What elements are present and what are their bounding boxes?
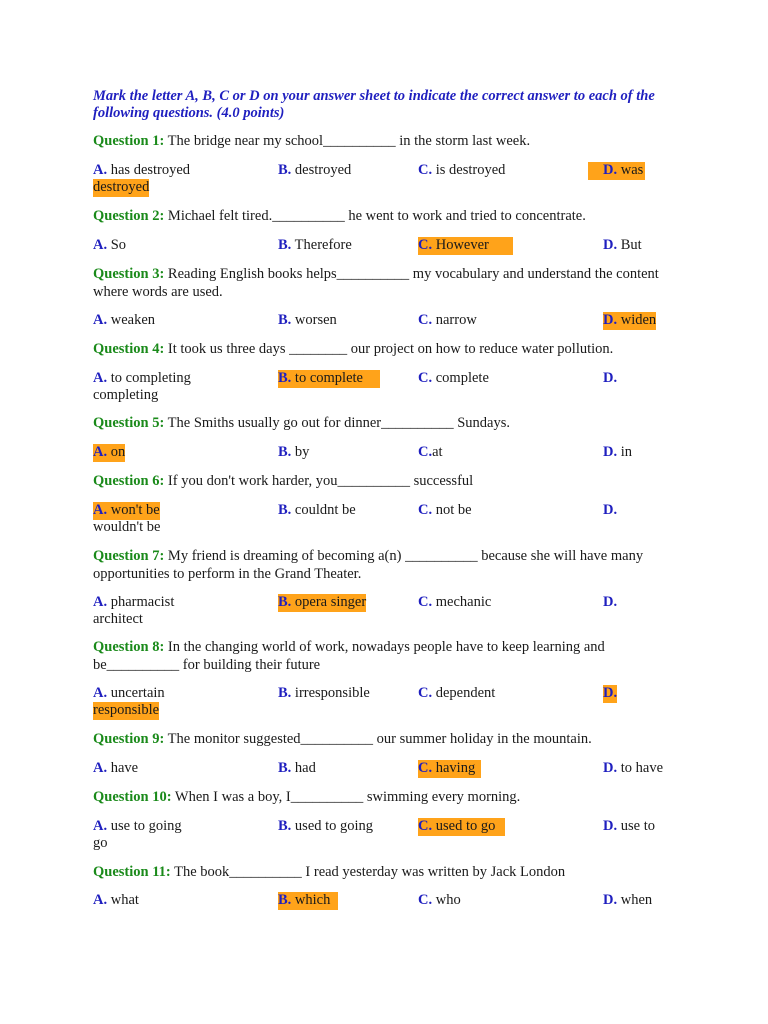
option-letter: B.: [278, 312, 292, 328]
option-text: to have: [617, 760, 664, 776]
option-text: use to: [617, 818, 655, 834]
question-3: [93, 266, 673, 301]
option-6c[interactable]: [418, 502, 472, 520]
option-letter: D.: [603, 760, 618, 776]
option-letter: C.: [418, 818, 433, 834]
option-2c[interactable]: [418, 237, 513, 255]
option-letter: B.: [278, 370, 292, 386]
option-text: So: [107, 237, 127, 253]
option-4a[interactable]: [93, 370, 191, 388]
option-2b[interactable]: [278, 237, 352, 255]
question-label: Question 4:: [93, 341, 165, 357]
option-letter: D.: [603, 312, 618, 328]
option-letter: B.: [278, 594, 292, 610]
option-letter: C.: [418, 502, 433, 518]
option-text: use to going: [107, 818, 182, 834]
question-9: [93, 731, 673, 749]
option-letter: A.: [93, 312, 108, 328]
option-1b[interactable]: [278, 162, 351, 180]
option-2d[interactable]: [603, 237, 642, 255]
option-text: on: [107, 444, 126, 460]
option-text: However: [432, 237, 489, 253]
option-4b[interactable]: [278, 370, 380, 388]
option-9d[interactable]: [603, 760, 663, 778]
option-10c[interactable]: [418, 818, 505, 836]
option-letter: C.: [418, 892, 433, 908]
option-text: in: [617, 444, 633, 460]
option-text: worsen: [291, 312, 337, 328]
option-11d[interactable]: [603, 892, 652, 910]
option-letter: D.: [603, 370, 618, 386]
option-text: complete: [432, 370, 489, 386]
option-text: used to going: [291, 818, 374, 834]
option-text: used to go: [432, 818, 496, 834]
option-letter: D.: [603, 502, 618, 518]
question-4: [93, 341, 673, 359]
question-label: Question 5:: [93, 415, 165, 431]
option-9c[interactable]: [418, 760, 481, 778]
option-letter: A.: [93, 237, 108, 253]
option-2a[interactable]: [93, 237, 126, 255]
option-text: having: [432, 760, 476, 776]
option-letter: C.: [418, 237, 433, 253]
option-letter: A.: [93, 594, 108, 610]
question-5: [93, 415, 673, 433]
question-text: My friend is dreaming of becoming a(n) __________ because she will have many opportunities to perform in the Grand Theater.: [93, 548, 644, 582]
option-letter: D.: [603, 162, 618, 178]
option-text: not be: [432, 502, 472, 518]
question-2: [93, 208, 673, 226]
option-6d[interactable]: [603, 502, 617, 520]
option-text: mechanic: [432, 594, 492, 610]
option-text: opera singer: [291, 594, 367, 610]
option-letter: C.: [418, 594, 433, 610]
question-label: Question 8:: [93, 639, 165, 655]
option-letter: A.: [93, 370, 108, 386]
question-11: [93, 864, 673, 882]
option-8d[interactable]: [603, 685, 617, 703]
option-text: has destroyed: [107, 162, 191, 178]
option-4d[interactable]: [603, 370, 617, 388]
option-text: couldnt be: [291, 502, 356, 518]
option-1d-overflow[interactable]: destroyed: [93, 179, 150, 195]
option-text: was: [617, 162, 644, 178]
question-label: Question 6:: [93, 473, 165, 489]
option-text: dependent: [432, 685, 496, 701]
option-letter: D.: [603, 237, 618, 253]
option-letter: A.: [93, 685, 108, 701]
option-1d[interactable]: [588, 162, 645, 180]
question-text: It took us three days ________ our project on how to reduce water pollution.: [164, 341, 614, 357]
option-7a[interactable]: [93, 594, 174, 612]
option-text: who: [432, 892, 461, 908]
option-text: But: [617, 237, 642, 253]
option-7d[interactable]: [603, 594, 617, 612]
question-label: Question 3:: [93, 266, 165, 282]
option-letter: B.: [278, 685, 292, 701]
option-1a[interactable]: [93, 162, 190, 180]
option-letter: A.: [93, 760, 108, 776]
option-text: widen: [617, 312, 657, 328]
option-letter: B.: [278, 892, 292, 908]
option-text: to complete: [291, 370, 363, 386]
option-11b[interactable]: [278, 892, 338, 910]
option-6a[interactable]: [93, 502, 160, 520]
option-letter: D.: [603, 594, 618, 610]
option-5c[interactable]: [418, 444, 443, 462]
option-4d-overflow[interactable]: completing: [93, 387, 159, 403]
option-letter: C.: [418, 370, 433, 386]
option-text: when: [617, 892, 653, 908]
option-7d-overflow[interactable]: architect: [93, 611, 143, 627]
question-text: The monitor suggested__________ our summer holiday in the mountain.: [164, 731, 592, 747]
option-letter: C.: [418, 760, 433, 776]
option-11a[interactable]: [93, 892, 139, 910]
question-text: The book__________ I read yesterday was written by Jack London: [170, 864, 566, 880]
option-text: is destroyed: [432, 162, 506, 178]
option-letter: C.: [418, 444, 433, 460]
option-letter: D.: [603, 444, 618, 460]
option-6b[interactable]: [278, 502, 356, 520]
option-7c[interactable]: [418, 594, 491, 612]
option-letter: B.: [278, 502, 292, 518]
option-text: had: [291, 760, 316, 776]
option-letter: D.: [603, 892, 618, 908]
question-10: [93, 789, 673, 807]
question-label: Question 11:: [93, 864, 171, 880]
option-text: have: [107, 760, 139, 776]
option-10d-overflow[interactable]: go: [93, 835, 108, 851]
option-letter: A.: [93, 502, 108, 518]
option-letter: B.: [278, 818, 292, 834]
question-label: Question 2:: [93, 208, 165, 224]
question-1: [93, 133, 673, 151]
option-letter: B.: [278, 162, 292, 178]
option-letter: C.: [418, 685, 433, 701]
option-1c[interactable]: [418, 162, 505, 180]
option-text: which: [291, 892, 331, 908]
option-10b[interactable]: [278, 818, 373, 836]
option-8b[interactable]: [278, 685, 370, 703]
option-3a[interactable]: [93, 312, 155, 330]
option-text: by: [291, 444, 310, 460]
option-4c[interactable]: [418, 370, 489, 388]
option-10d[interactable]: [603, 818, 655, 836]
question-text: The bridge near my school__________ in the storm last week.: [164, 133, 531, 149]
option-text: destroyed: [291, 162, 352, 178]
question-text: When I was a boy, I__________ swimming every morning.: [171, 789, 521, 805]
option-8c[interactable]: [418, 685, 495, 703]
option-text: weaken: [107, 312, 156, 328]
question-text: Reading English books helps__________ my vocabulary and understand the content where words are used.: [93, 266, 659, 300]
question-text: In the changing world of work, nowadays people have to keep learning and be__________ for building their future: [93, 639, 605, 673]
instructions: Mark the letter A, B, C or D on your answer sheet to indicate the correct answer to each of the following questions. (4.0 points): [93, 88, 655, 121]
option-text: what: [107, 892, 139, 908]
option-text: Therefore: [291, 237, 352, 253]
option-letter: C.: [418, 162, 433, 178]
option-11c[interactable]: [418, 892, 461, 910]
option-letter: D.: [603, 685, 618, 701]
option-letter: A.: [93, 444, 108, 460]
option-3b[interactable]: [278, 312, 337, 330]
option-letter: C.: [418, 312, 433, 328]
option-8d-overflow[interactable]: responsible: [93, 702, 160, 718]
option-3c[interactable]: [418, 312, 477, 330]
option-5b[interactable]: [278, 444, 309, 462]
option-text: uncertain: [107, 685, 165, 701]
option-letter: A.: [93, 892, 108, 908]
option-letter: B.: [278, 760, 292, 776]
question-label: Question 1:: [93, 133, 165, 149]
option-letter: A.: [93, 818, 108, 834]
question-6: [93, 473, 673, 491]
question-7: [93, 548, 673, 583]
option-9a[interactable]: [93, 760, 138, 778]
question-text: If you don't work harder, you__________ successful: [164, 473, 474, 489]
option-5a[interactable]: [93, 444, 125, 462]
option-text: narrow: [432, 312, 477, 328]
option-10a[interactable]: [93, 818, 182, 836]
option-3d[interactable]: [603, 312, 656, 330]
option-5d[interactable]: [603, 444, 632, 462]
option-letter: A.: [93, 162, 108, 178]
question-text: Michael felt tired.__________ he went to work and tried to concentrate.: [164, 208, 586, 224]
option-text: to completing: [107, 370, 191, 386]
option-text: at: [432, 444, 443, 460]
question-8: [93, 639, 673, 674]
option-text: won't be: [107, 502, 160, 518]
question-label: Question 9:: [93, 731, 165, 747]
option-text: irresponsible: [291, 685, 370, 701]
option-7b[interactable]: [278, 594, 366, 612]
question-label: Question 10:: [93, 789, 172, 805]
question-label: Question 7:: [93, 548, 165, 564]
option-8a[interactable]: [93, 685, 165, 703]
option-6d-overflow[interactable]: wouldn't be: [93, 519, 161, 535]
option-text: pharmacist: [107, 594, 175, 610]
option-letter: B.: [278, 237, 292, 253]
option-letter: D.: [603, 818, 618, 834]
question-text: The Smiths usually go out for dinner__________ Sundays.: [164, 415, 511, 431]
option-9b[interactable]: [278, 760, 316, 778]
option-letter: B.: [278, 444, 292, 460]
